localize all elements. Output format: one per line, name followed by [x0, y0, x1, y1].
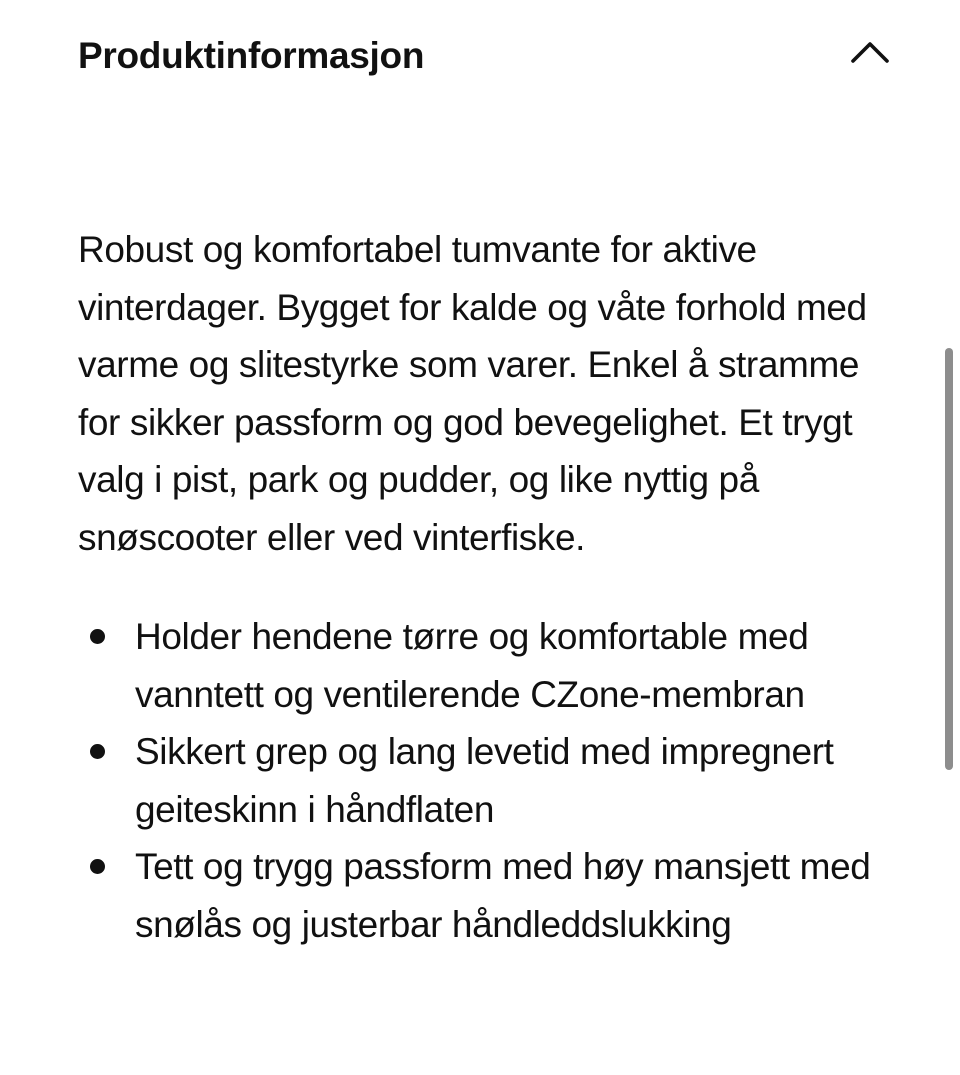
bullet-icon	[90, 859, 105, 874]
product-description: Robust og komfortabel tumvante for aktive vinterdager. Bygget for kalde og våte forhold med varme og slitestyrke som varer. Enkel å stramme for sikker passform og god bevegelighet. Et trygt valg i pist, park og pudder, og like nyttig på snøscooter eller ved vinterfiske.	[78, 229, 867, 558]
accordion-header[interactable]	[78, 0, 888, 112]
bullet-icon	[90, 744, 105, 759]
bullet-icon	[90, 629, 105, 644]
chevron-up-icon[interactable]	[848, 30, 892, 74]
feature-list	[78, 608, 888, 953]
feature-item	[78, 608, 888, 723]
feature-text: Tett og trygg passform med høy mansjett med snølås og justerbar håndleddslukking	[135, 846, 871, 945]
feature-item	[78, 838, 888, 953]
accordion-title: Produktinformasjon	[78, 35, 425, 76]
accordion-body	[78, 112, 888, 953]
scrollbar-thumb[interactable]	[945, 348, 953, 770]
feature-text: Holder hendene tørre og komfortable med vanntett og ventilerende CZone-membran	[135, 616, 809, 715]
product-info-accordion	[78, 0, 888, 953]
feature-item	[78, 723, 888, 838]
feature-text: Sikkert grep og lang levetid med impregnert geiteskinn i håndflaten	[135, 731, 834, 830]
